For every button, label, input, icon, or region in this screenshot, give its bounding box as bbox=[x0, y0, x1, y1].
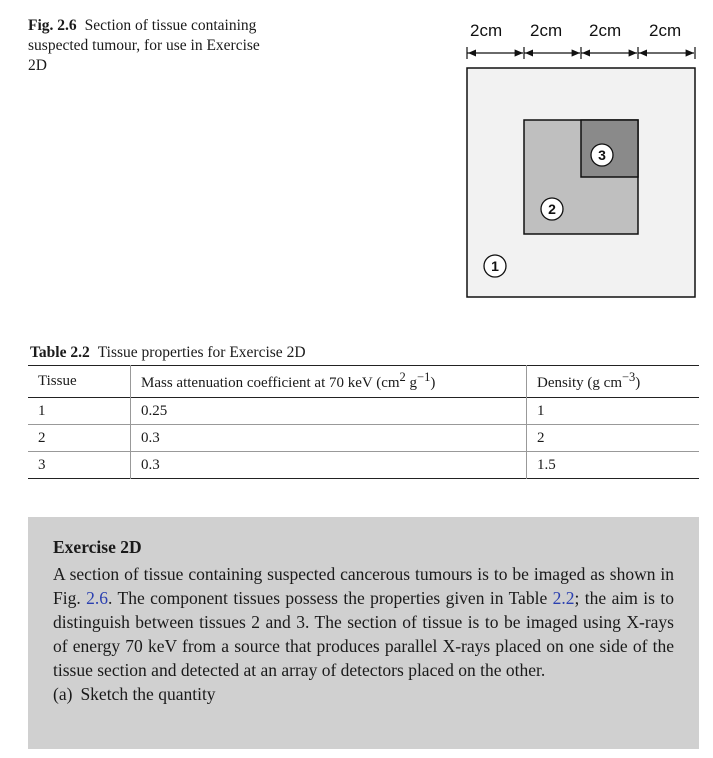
table-row bbox=[28, 425, 699, 452]
region-number-3: 3 bbox=[598, 147, 606, 163]
table-header-row bbox=[28, 366, 699, 398]
header-density: Density (g $cm^{-3}$) bbox=[537, 370, 641, 391]
region-number-1: 1 bbox=[491, 258, 499, 274]
table-caption-text: Tissue properties for Exercise 2D bbox=[97, 344, 306, 361]
exercise-box bbox=[28, 517, 699, 749]
cell-mass-attenuation: 0.3 bbox=[131, 425, 527, 452]
table-label: Table 2.2 bbox=[30, 344, 90, 361]
dimension-label-4: 2cm bbox=[649, 21, 682, 40]
table-reference-link[interactable]: 2.2 bbox=[552, 588, 575, 608]
exercise-body: A section of tissue containing suspected cancerous tumours is to be imaged as shown in Fig. 2.6. The component tissues possess the properties given in Table 2.2; the aim is to distinguish between tissues 2 and 3. The section of tissue is to be imaged using X-rays of energy 70 keV from a source that produces parallel X-rays placed on one side of the tissue section and detected at an array of detectors placed on the other. bbox=[53, 564, 674, 680]
tissue-section-figure bbox=[450, 14, 700, 304]
region-number-2: 2 bbox=[548, 201, 556, 217]
cell-density: 2 bbox=[537, 429, 545, 446]
cell-density: 1.5 bbox=[537, 456, 556, 473]
figure-reference-link[interactable]: 2.6 bbox=[86, 588, 109, 608]
dimension-arrows bbox=[467, 47, 695, 59]
item-label: (a) bbox=[53, 684, 73, 704]
region-marker-1 bbox=[484, 255, 506, 277]
dimension-label-3: 2cm bbox=[589, 21, 622, 40]
header-tissue: Tissue bbox=[28, 366, 131, 398]
cell-tissue: 2 bbox=[28, 425, 131, 452]
region-marker-3 bbox=[591, 144, 613, 166]
figure-label: Fig. 2.6 bbox=[28, 17, 77, 34]
cell-mass-attenuation: 0.25 bbox=[131, 398, 527, 425]
region-marker-2 bbox=[541, 198, 563, 220]
cell-tissue: 3 bbox=[28, 452, 131, 479]
exercise-item-a bbox=[53, 682, 674, 706]
dimension-label-1: 2cm bbox=[470, 21, 503, 40]
cell-mass-attenuation: 0.3 bbox=[131, 452, 527, 479]
table-caption bbox=[30, 344, 306, 362]
cell-density: 1 bbox=[537, 402, 545, 419]
exercise-title: Exercise 2D bbox=[53, 537, 142, 557]
figure-caption-text: Section of tissue containing suspected tumour, for use in Exercise 2D bbox=[28, 17, 260, 74]
table-row bbox=[28, 452, 699, 479]
cell-tissue: 1 bbox=[28, 398, 131, 425]
header-mass-attenuation: Mass attenuation coefficient at 70 keV ($cm^2$ $g^{-1}$) bbox=[131, 366, 527, 398]
item-text: Sketch the quantity bbox=[80, 684, 216, 704]
dimension-label-2: 2cm bbox=[530, 21, 563, 40]
tissue-properties-table bbox=[28, 365, 699, 479]
table-row bbox=[28, 398, 699, 425]
figure-caption bbox=[28, 16, 268, 76]
